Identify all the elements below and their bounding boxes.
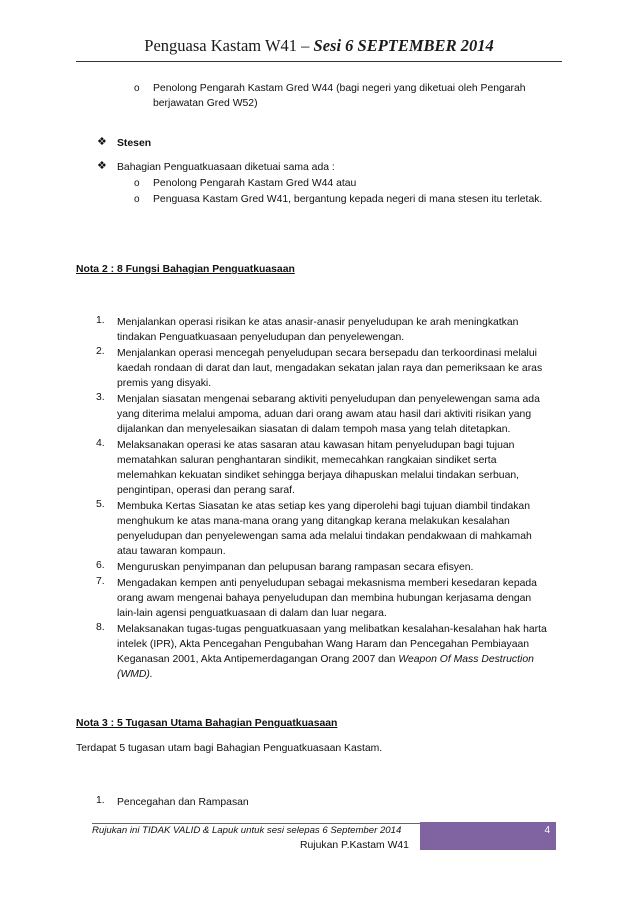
list-line-italic: (WMD). <box>117 669 153 680</box>
sub-bullet-marker: o <box>134 194 140 205</box>
list-line: premis yang disyaki. <box>117 378 212 389</box>
list-number: 1. <box>96 795 105 806</box>
header-rule <box>76 61 562 62</box>
list-line: Melaksanakan tugas-tugas penguatkuasaan yang melibatkan kesalahan-kesalahan hak harta <box>117 624 547 635</box>
list-line: tindakan Penguatkuasaan penyeludupan dan penyelewengan. <box>117 332 405 343</box>
list-number: 6. <box>96 560 105 571</box>
header-title: Penguasa Kastam W41 – <box>144 36 314 55</box>
list-line: dijalankan dan menyelesaikan siasatan di dalam tempoh masa yang telah ditetapkan. <box>117 424 511 435</box>
list-line: Menjalankan operasi mencegah penyeludupan secara bersepadu dan terkoordinasi melalui <box>117 348 537 359</box>
list-line: Menjalankan operasi risikan ke atas anasir-anasir penyeludupan ke arah meningkatkan <box>117 317 519 328</box>
bahagian-option: Penolong Pengarah Kastam Gred W44 atau <box>153 178 357 189</box>
list-line: Mengadakan kempen anti penyeludupan sebagai mekasnisma memberi kesedaran kepada <box>117 578 537 589</box>
list-line: kaedah rondaan di darat dan laut, mengadakan sekatan jalan raya dan pemeriksaan ke aras <box>117 363 543 374</box>
list-line: penyeludupan dan penyelewengan sama ada melalui tindakan pendakwaan di mahkamah <box>117 531 532 542</box>
list-line-text: Keganasan 2001, Akta Antipemerdagangan Orang 2007 dan <box>117 654 399 665</box>
stesen-label: Stesen <box>117 138 152 149</box>
sub-bullet-marker: o <box>134 83 140 94</box>
list-line <box>117 652 534 667</box>
list-line: Pencegahan dan Rampasan <box>117 797 249 808</box>
page-number: 4 <box>544 825 550 836</box>
list-number: 2. <box>96 346 105 357</box>
bahagian-option: Penguasa Kastam Gred W41, bergantung kepada negeri di mana stesen itu terletak. <box>153 194 543 205</box>
footer-subline: Rujukan P.Kastam W41 <box>300 840 409 851</box>
list-number: 3. <box>96 392 105 403</box>
list-line: Melaksanakan operasi ke atas sasaran atau kawasan hitam penyeludupan bagi tujuan <box>117 440 515 451</box>
list-line: orang awam mengenai bahaya penyeludupan dan membina hubungan kerjasama dengan <box>117 593 532 604</box>
list-line: Menguruskan penyimpanan dan pelupusan barang rampasan secara efisyen. <box>117 562 474 573</box>
list-line: pengintipan, operasi dan perang saraf. <box>117 485 295 496</box>
list-number: 8. <box>96 622 105 633</box>
nota3-heading: Nota 3 : 5 Tugasan Utama Bahagian Penguatkuasaan <box>76 718 338 729</box>
nota2-heading: Nota 2 : 8 Fungsi Bahagian Penguatkuasaan <box>76 264 295 275</box>
list-line: mematahkan saluran penghantaran sindikit, memecahkan rangkaian sindiket serta <box>117 455 497 466</box>
top-item-line: Penolong Pengarah Kastam Gred W44 (bagi negeri yang diketuai oleh Pengarah <box>153 83 526 94</box>
diamond-bullet-icon: ❖ <box>97 160 107 172</box>
bahagian-intro: Bahagian Penguatkuasaan diketuai sama ada : <box>117 162 335 173</box>
header-session: Sesi 6 SEPTEMBER 2014 <box>313 36 494 55</box>
list-line: Membuka Kertas Siasatan ke atas setiap kes yang diperolehi bagi tujuan diambil tindakan <box>117 501 530 512</box>
diamond-bullet-icon: ❖ <box>97 136 107 148</box>
top-item-line: berjawatan Gred W52) <box>153 98 258 109</box>
list-number: 1. <box>96 315 105 326</box>
list-line: menghukum ke atas mana-mana orang yang ditangkap kerana melakukan kesalahan <box>117 516 510 527</box>
list-number: 4. <box>96 438 105 449</box>
list-line: lain-lain agensi penguatkuasaan di dalam dan luar negara. <box>117 608 387 619</box>
list-line: yang diterima melalui ampoma, aduan dari orang awam atau hasil dari aktiviti risikan yang <box>117 409 532 420</box>
nota3-intro: Terdapat 5 tugasan utam bagi Bahagian Penguatkuasaan Kastam. <box>76 743 383 754</box>
list-line: intelek (IPR), Akta Pencegahan Pengubahan Wang Haram dan Pencegahan Pembiayaan <box>117 639 530 650</box>
sub-bullet-marker: o <box>134 178 140 189</box>
list-number: 7. <box>96 576 105 587</box>
list-line-italic: Weapon Of Mass Destruction <box>398 654 534 665</box>
footer-disclaimer: Rujukan ini TIDAK VALID & Lapuk untuk sesi selepas 6 September 2014 <box>92 825 402 836</box>
list-number: 5. <box>96 499 105 510</box>
footer-rule <box>92 823 420 824</box>
page-header <box>0 36 638 56</box>
list-line: atau tawaran kompaun. <box>117 546 226 557</box>
page-number-box <box>420 822 556 850</box>
list-line: melemahkan kekuatan sindiket sehingga berjaya dihapuskan melalui tindakan serbuan, <box>117 470 520 481</box>
list-line: Menjalan siasatan mengenai sebarang aktiviti penyeludupan dan penyelewengan sama ada <box>117 394 540 405</box>
